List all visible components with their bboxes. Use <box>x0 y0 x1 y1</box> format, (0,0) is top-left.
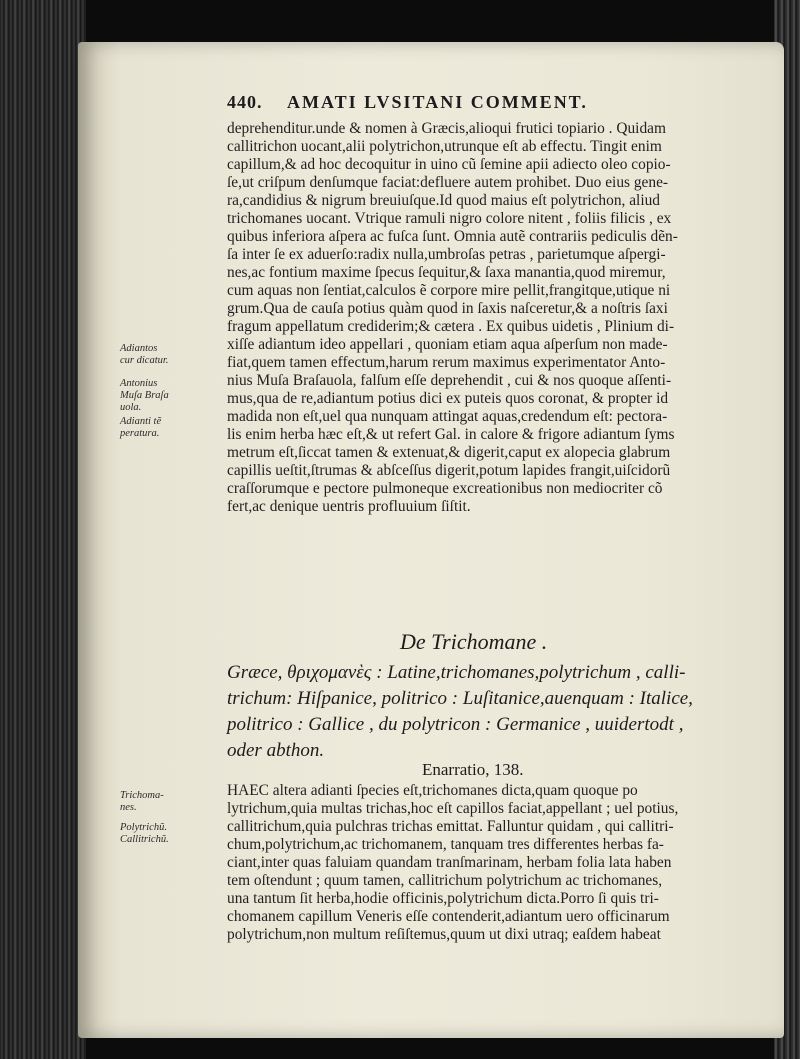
text-line: callitrichum,quia pulchras trichas emittat. Falluntur quidam , qui callitri- <box>227 818 674 835</box>
margin-line: Adiantos <box>120 343 158 354</box>
margin-note-adiantos <box>120 343 220 367</box>
text-line: metrum eſt,ſiccat tamen & extenuat,& digerit,caput ex alopecia glabrum <box>227 444 671 461</box>
margin-note-temperatura <box>120 416 220 440</box>
running-title: AMATI LVSITANI COMMENT. <box>287 92 588 112</box>
paragraph-1 <box>227 120 757 516</box>
page-header <box>227 92 747 116</box>
margin-line: Callitrichũ. <box>120 834 169 845</box>
margin-line: Muſa Braſa <box>120 390 169 401</box>
margin-line: cur dicatur. <box>120 355 169 366</box>
text-line: polytrichum,non multum reſiſtemus,quum ut dixi utraq; eaſdem habeat <box>227 926 661 943</box>
text-line: ra,candidius & nigrum breuiuſque.Id quod maius eſt polytrichon, aliud <box>227 192 660 209</box>
text-line: capillis ueſtit,ſtrumas & abſceſſus digerit,potum lapides frangit,uiſcidorũ <box>227 462 671 479</box>
margin-note-polytrichum <box>120 822 220 846</box>
text-line: tem oſtendunt ; quum tamen, callitrichum polytrichum ac trichomanes, <box>227 872 663 889</box>
book-spine-edge <box>0 0 86 1059</box>
names-line: trichum: Hiſpanice, politrico : Luſitanice,auenquam : Italice, <box>227 688 693 709</box>
text-line: fert,ac denique uentris profluuium ſiſtit. <box>227 498 471 515</box>
text-line: HAEC altera adianti ſpecies eſt,trichomanes dicta,quam quoque po <box>227 782 638 799</box>
margin-line: nes. <box>120 802 137 813</box>
margin-note-antonius <box>120 378 220 414</box>
margin-note-trichomanes <box>120 790 220 814</box>
names-line: Græce, θριχομανὲς : Latine,trichomanes,polytrichum , calli- <box>227 662 686 683</box>
text-line: nes,ac fontium maxime ſpecus ſequitur,& ſaxa manantia,quod miremur, <box>227 264 666 281</box>
names-block <box>227 660 757 764</box>
text-line: cum aquas non ſentiat,calculos ẽ corpore mire pellit,frangitque,utique ni <box>227 282 671 299</box>
paragraph-2 <box>227 782 757 944</box>
text-line: quibus inferiora aſpera ac fuſca ſunt. Omnia autẽ contrariis pediculis dẽn- <box>227 228 678 245</box>
text-line: mus,qua de re,adiantum potius dici ex puteis quos coronat, & propter id <box>227 390 669 407</box>
text-line: ſa inter ſe ex aduerſo:radix nulla,umbroſas petras , parietumque aſpergi- <box>227 246 666 263</box>
text-line: callitrichon uocant,alii polytrichon,utrunque eſt ab effectu. Tingit enim <box>227 138 662 155</box>
text-line: ſe,ut criſpum denſumque faciat:defluere autem prohibet. Duo eius gene- <box>227 174 669 191</box>
text-line: craſſorumque e pectore pulmoneque excreationibus non mediocriter cõ <box>227 480 663 497</box>
text-line: ciant,inter quas faluiam quandam tranſmarinam, herbam folia lata haben <box>227 854 672 871</box>
text-line: trichomanes uocant. Vtrique ramuli nigro colore nitent , foliis filicis , ex <box>227 210 672 227</box>
text-line: lis enim herba hæc eſt,& ut refert Gal. in calore & frigore adiantum ſyms <box>227 426 675 443</box>
page-number: 440. <box>227 92 263 112</box>
text-line: chum,polytrichum,ac trichomanem, tanquam tres differentes herbas fa- <box>227 836 664 853</box>
text-line: nius Muſa Braſauola, falſum eſſe deprehendit , cui & nos quoque aſſenti- <box>227 372 672 389</box>
margin-line: Adianti tẽ <box>120 416 162 427</box>
margin-line: Trichoma- <box>120 790 164 801</box>
text-line: fragum appellatum crediderim;& cætera . Ex quibus uidetis , Plinium di- <box>227 318 675 335</box>
text-line: una tantum ſit herba,hodie officinis,polytrichum dicta.Porro ſi quis tri- <box>227 890 659 907</box>
text-line: capillum,& ad hoc decoquitur in uino cũ ſemine apii adiecto oleo copio- <box>227 156 671 173</box>
enarratio-heading: Enarratio, 138. <box>422 760 524 779</box>
text-line: fiat,quem tamen effectum,harum rerum maximus experimentator Anto- <box>227 354 666 371</box>
names-line: politrico : Gallice , du polytricon : Germanice , uuidertodt , <box>227 714 684 735</box>
names-line: oder abthon. <box>227 740 325 761</box>
section-title: De Trichomane . <box>400 629 548 654</box>
text-line: chomanem capillum Veneris eſſe contenderit,adiantum uero officinarum <box>227 908 670 925</box>
text-line: grum.Qua de cauſa potius quàm quod in ſaxis naſceretur,& a noſtris ſaxi <box>227 300 668 317</box>
margin-line: peratura. <box>120 428 160 439</box>
margin-line: Antonius <box>120 378 158 389</box>
text-line: deprehenditur.unde & nomen à Græcis,alioqui frutici topiario . Quidam <box>227 120 666 137</box>
text-line: madida non eſt,uel qua nunquam attingat aquas,credendum eſt: pectora- <box>227 408 668 425</box>
text-line: lytrichum,quia multas trichas,hoc eſt capillos faciat,appellant ; uel potius, <box>227 800 679 817</box>
text-line: xiſſe adiantum ideo appellari , quoniam etiam aqua aſperſum non made- <box>227 336 668 353</box>
margin-line: uola. <box>120 402 142 413</box>
margin-line: Polytrichũ. <box>120 822 167 833</box>
